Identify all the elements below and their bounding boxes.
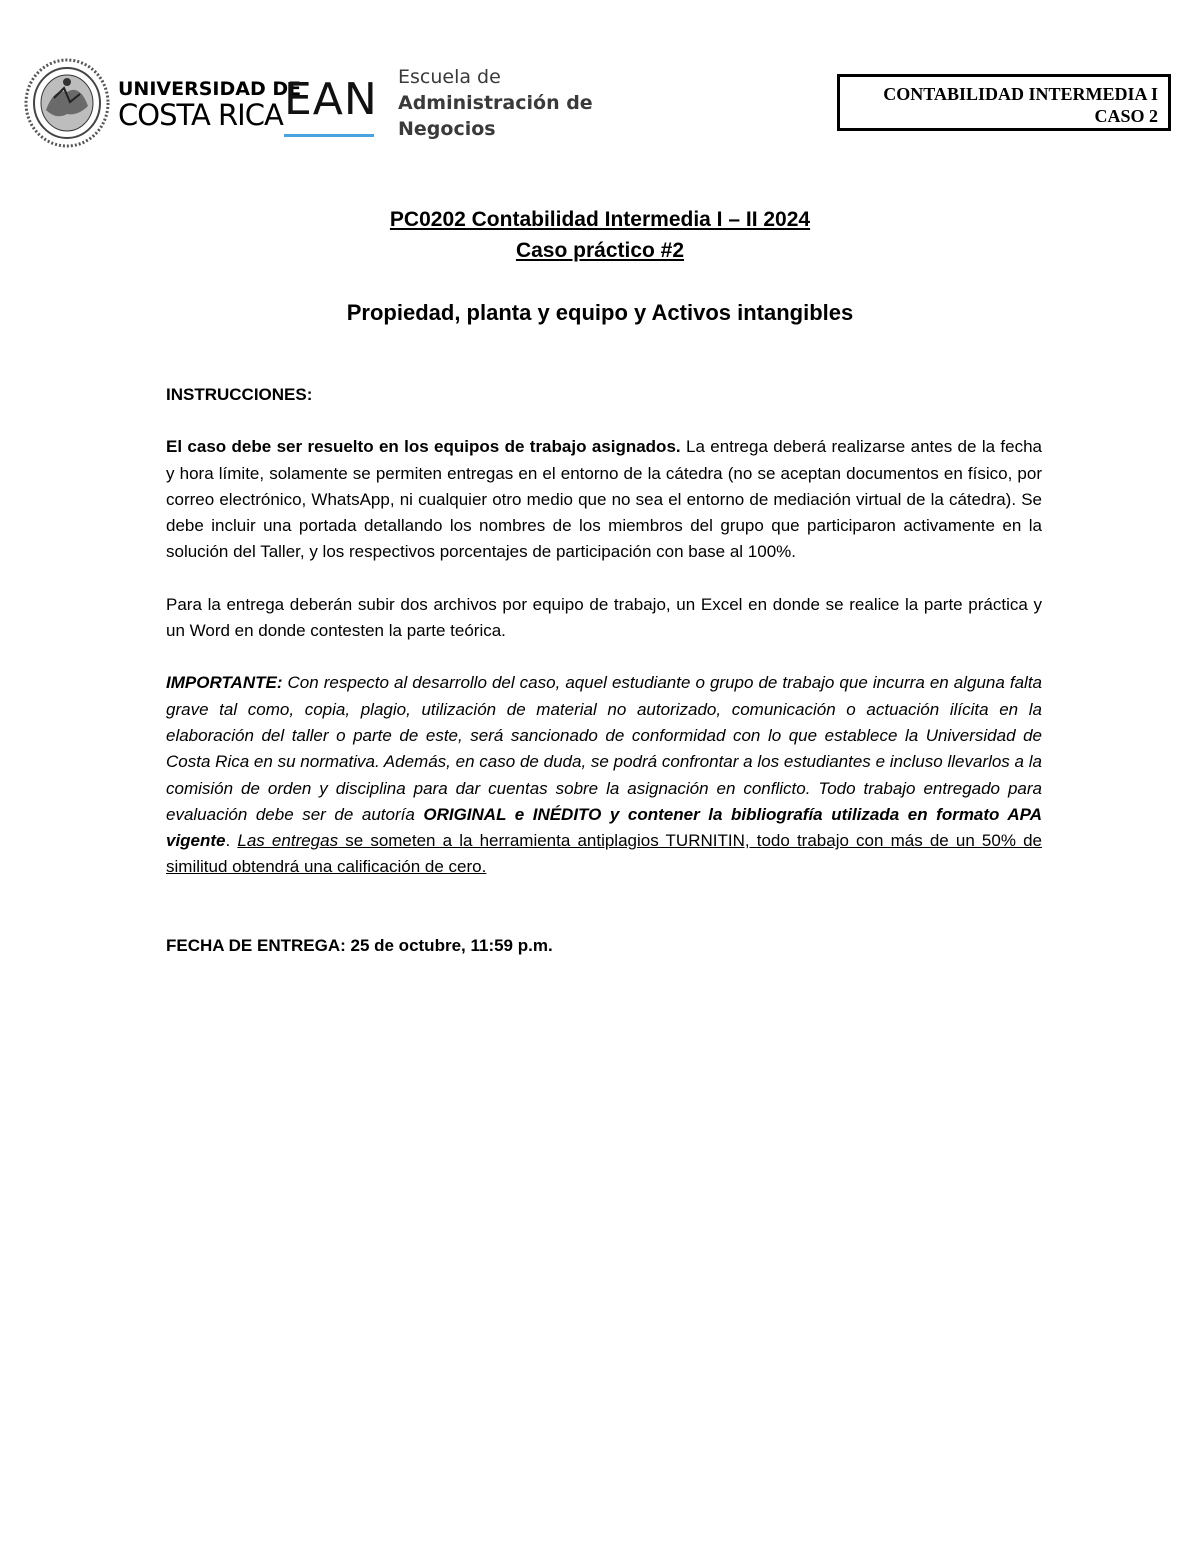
turnitin-notice: se someten a la herramienta antiplagios TURNITIN, todo trabajo con más de un 50% de similitud obtendrá una calificación de cero.: [166, 831, 1042, 877]
ean-logo-underline: [284, 134, 374, 137]
school-name: [398, 64, 593, 142]
instructions-heading: INSTRUCCIONES:: [166, 385, 313, 404]
university-wordmark: [118, 80, 301, 130]
university-name-line2: COSTA RICA: [118, 98, 283, 132]
important-label: IMPORTANTE:: [166, 673, 283, 693]
topic-title: Propiedad, planta y equipo y Activos intangibles: [346, 300, 854, 325]
due-date-label: FECHA DE ENTREGA:: [166, 935, 346, 955]
document-titles: [0, 204, 1200, 326]
school-name-line2: Administración de: [398, 92, 593, 114]
ean-logo: [284, 74, 378, 137]
due-date-value: 25 de octubre, 11:59 p.m.: [345, 935, 553, 955]
turnitin-notice-start: Las entregas: [237, 831, 339, 851]
course-box-line2: CASO 2: [1094, 106, 1158, 126]
school-name-line3: Negocios: [398, 118, 496, 140]
school-name-line1: Escuela de: [398, 66, 501, 88]
university-seal-icon: [24, 58, 110, 148]
course-title: PC0202 Contabilidad Intermedia I – II 2024: [389, 208, 811, 231]
paragraph-files: Para la entrega deberán subir dos archivos por equipo de trabajo, un Excel en donde se realice la parte práctica y un Word en donde contesten la parte teórica.: [166, 594, 1042, 641]
important-bold-text: ORIGINAL e INÉDITO y contener la bibliografía utilizada en formato APA vigente: [166, 804, 1042, 851]
page-header: [0, 0, 1200, 160]
paragraph-important: [166, 670, 1042, 880]
paragraph-instructions-bold: El caso debe ser resuelto en los equipos de trabajo asignados.: [166, 437, 681, 457]
important-period: .: [225, 831, 238, 851]
course-box-line1: CONTABILIDAD INTERMEDIA I: [883, 84, 1158, 104]
paragraph-instructions-text: La entrega deberá realizarse antes de la fecha y hora límite, solamente se permiten entregas en el entorno de la cátedra (no se aceptan documentos en físico, por correo electrónico, WhatsApp, ni cualquier otro medio que no sea el entorno de mediación virtual de la cátedra). Se debe incluir una portada detallando los nombres de los miembros del grupo que participaron activamente en la solución del Taller, y los respectivos porcentajes de participación con base al 100%.: [166, 437, 1043, 562]
ean-logo-text: EAN: [284, 74, 378, 125]
university-name-line1: UNIVERSIDAD DE: [118, 78, 302, 100]
case-title: Caso práctico #2: [515, 239, 685, 262]
course-box: [837, 74, 1171, 131]
paragraph-instructions: [166, 434, 1042, 565]
important-text: Con respecto al desarrollo del caso, aquel estudiante o grupo de trabajo que incurra en alguna falta grave tal como, copia, plagio, utilización de material no autorizado, comunicación o actuación ilícita en la elaboración del taller o parte de este, será sancionado de conformidad con lo que establece la Universidad de Costa Rica en su normativa. Además, en caso de duda, se podrá confrontar a los estudiantes e incluso llevarlos a la comisión de orden y disciplina para dar cuentas sobre la asignación en conflicto. Todo trabajo entregado para evaluación debe ser de autoría: [166, 673, 1042, 824]
due-date: [166, 933, 1042, 959]
document-body: [166, 382, 1042, 959]
